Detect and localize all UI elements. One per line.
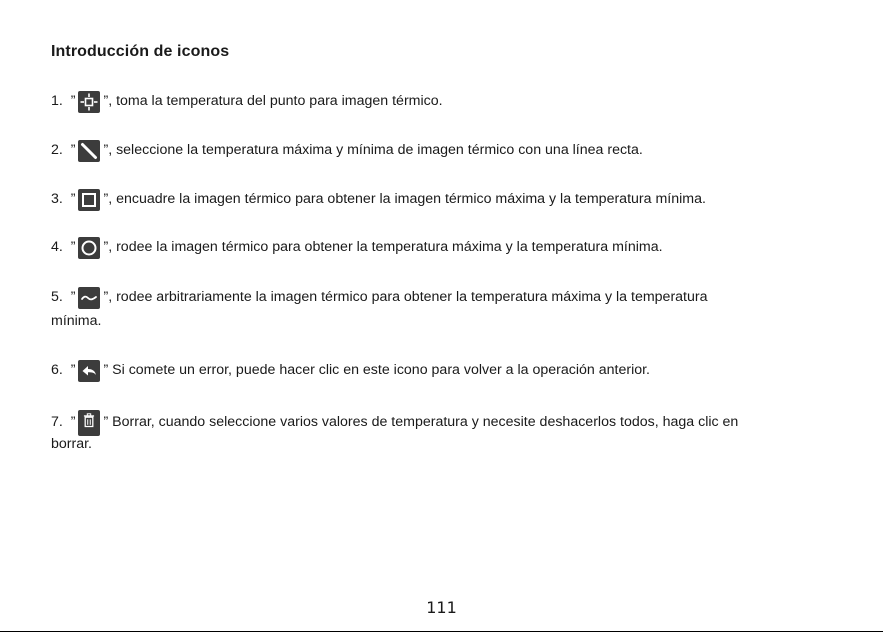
item-text: ”, rodee la imagen térmico para obtener la temperatura máxima y la temperatura mínima.: [103, 239, 663, 255]
circle-measure-icon: [78, 237, 100, 259]
item-number: 7.: [51, 413, 63, 430]
trash-icon: [78, 410, 100, 436]
page-number: 111: [426, 598, 457, 617]
open-quote: ”: [70, 191, 76, 207]
list-item-4: [51, 236, 841, 259]
item-number: 3.: [51, 191, 63, 207]
open-quote: ”: [70, 413, 76, 430]
item-text: ”, seleccione la temperatura máxima y mínima de imagen térmico con una línea recta.: [103, 142, 643, 158]
freehand-measure-icon: [78, 287, 100, 309]
point-measure-icon: [78, 91, 100, 113]
item-number: 2.: [51, 142, 63, 158]
item-text: ”, encuadre la imagen térmico para obtener la imagen térmico máxima y la temperatura mínima.: [103, 191, 706, 207]
line-measure-icon: [78, 140, 100, 162]
item-number: 5.: [51, 289, 63, 305]
open-quote: ”: [70, 362, 76, 378]
list-item-6: [51, 359, 841, 382]
item-text: ”, toma la temperatura del punto para imagen térmico.: [103, 93, 443, 109]
section-title: Introducción de iconos: [51, 43, 230, 60]
list-item-1: [51, 90, 841, 113]
item-text: ”, rodee arbitrariamente la imagen térmico para obtener la temperatura máxima y la temperatura: [103, 289, 708, 305]
undo-icon: [78, 360, 100, 382]
item-text-continued: borrar.: [51, 436, 93, 452]
list-item-3: [51, 188, 841, 211]
list-item-7: [51, 408, 841, 436]
open-quote: ”: [70, 93, 76, 109]
list-item-5: [51, 286, 841, 309]
open-quote: ”: [70, 142, 76, 158]
item-number: 1.: [51, 93, 63, 109]
footer-divider: [0, 631, 883, 632]
item-text: ” Borrar, cuando seleccione varios valores de temperatura y necesite deshacerlos todos, haga clic en: [103, 413, 739, 430]
item-number: 6.: [51, 362, 63, 378]
item-text: ” Si comete un error, puede hacer clic en este icono para volver a la operación anterior.: [103, 362, 650, 378]
open-quote: ”: [70, 289, 76, 305]
list-item-2: [51, 139, 841, 162]
item-number: 4.: [51, 239, 63, 255]
open-quote: ”: [70, 239, 76, 255]
rectangle-measure-icon: [78, 189, 100, 211]
item-text-continued: mínima.: [51, 313, 102, 329]
